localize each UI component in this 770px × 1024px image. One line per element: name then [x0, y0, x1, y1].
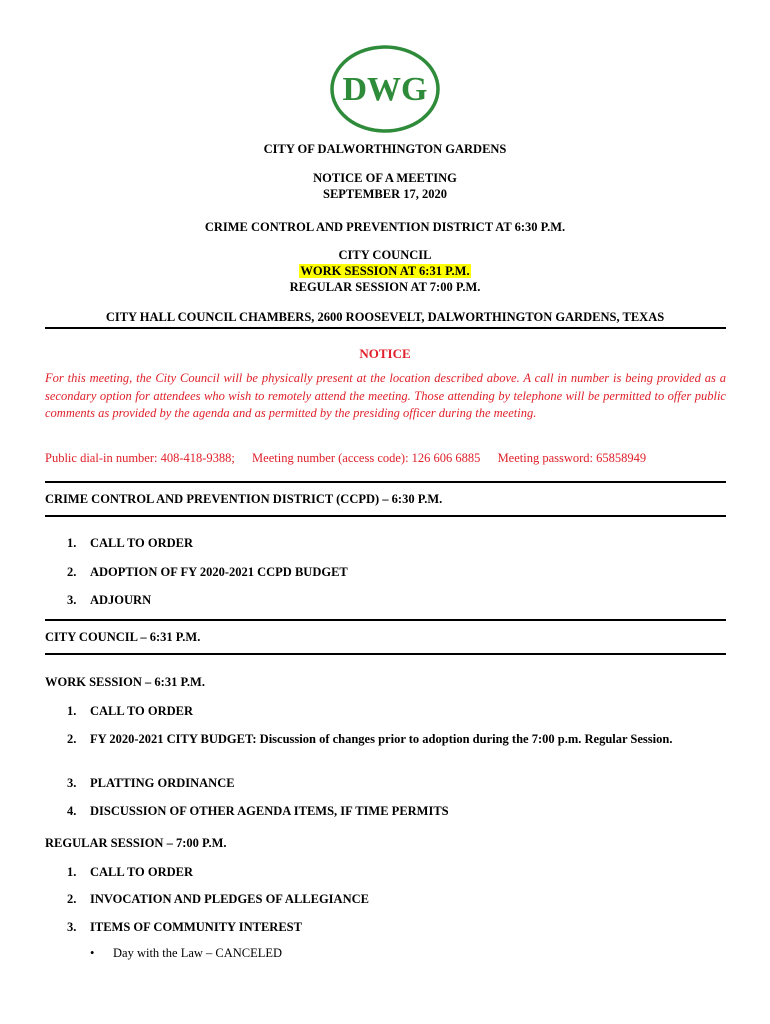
work-session-line [0, 264, 770, 279]
item-text: CALL TO ORDER [90, 536, 194, 550]
item-text: ADOPTION OF FY 2020-2021 CCPD BUDGET [90, 565, 348, 579]
item-number: 2. [67, 732, 77, 746]
item-text: DISCUSSION OF OTHER AGENDA ITEMS, IF TIME PERMITS [90, 804, 449, 818]
council-line: CITY COUNCIL [338, 248, 432, 262]
list-item [67, 891, 726, 908]
meeting-password: Meeting password: 65858949 [497, 451, 647, 465]
meeting-date: SEPTEMBER 17, 2020 [323, 187, 447, 201]
council-heading: CITY COUNCIL – 6:31 P.M. [45, 630, 201, 644]
item-number: 1. [67, 536, 77, 550]
bullet-item [90, 946, 282, 961]
item-number: 3. [67, 593, 77, 607]
list-item [67, 592, 726, 609]
item-number: 1. [67, 865, 77, 879]
item-text: INVOCATION AND PLEDGES OF ALLEGIANCE [90, 892, 369, 906]
list-item [67, 731, 726, 748]
list-item [67, 564, 726, 581]
item-text: ADJOURN [90, 593, 152, 607]
city-logo [328, 43, 442, 135]
regular-session-heading: REGULAR SESSION – 7:00 P.M. [45, 836, 227, 850]
regular-session-line: REGULAR SESSION AT 7:00 P.M. [289, 280, 481, 294]
divider [45, 653, 726, 655]
dial-in-number: Public dial-in number: 408-418-9388; [45, 451, 235, 465]
meeting-number: Meeting number (access code): 126 606 6885 [252, 451, 481, 465]
bullet-text: Day with the Law – CANCELED [113, 946, 283, 960]
notice-body: For this meeting, the City Council will be physically present at the location described above. A call in number is being provided as a secondary option for attendees who wish to remotely attend the meeting. Those attending by telephone will be permitted to offer public comments as provided by the agenda and as permitted by the presiding officer during the meeting. [45, 371, 726, 420]
city-name: CITY OF DALWORTHINGTON GARDENS [263, 142, 507, 156]
item-text: CALL TO ORDER [90, 704, 194, 718]
dial-in-info [45, 451, 735, 466]
divider [45, 515, 726, 517]
notice-title: NOTICE [359, 346, 411, 361]
work-session-heading: WORK SESSION – 6:31 P.M. [45, 675, 205, 689]
item-number: 2. [67, 565, 77, 579]
divider [45, 327, 726, 329]
ccpd-time-line: CRIME CONTROL AND PREVENTION DISTRICT AT 6:30 P.M. [204, 220, 566, 234]
bullet-icon: • [90, 946, 95, 960]
item-number: 3. [67, 920, 77, 934]
logo-text: DWG [342, 71, 428, 108]
work-session-highlight: WORK SESSION AT 6:31 P.M. [300, 264, 470, 278]
item-text: FY 2020-2021 CITY BUDGET: Discussion of changes prior to adoption during the 7:00 p.m. Regular Session. [90, 732, 673, 746]
list-item [67, 919, 726, 936]
ccpd-heading: CRIME CONTROL AND PREVENTION DISTRICT (CCPD) – 6:30 P.M. [45, 492, 443, 506]
list-item [67, 864, 726, 881]
item-number: 1. [67, 704, 77, 718]
item-number: 2. [67, 892, 77, 906]
item-text: ITEMS OF COMMUNITY INTEREST [90, 920, 302, 934]
item-text: CALL TO ORDER [90, 865, 194, 879]
list-item [67, 535, 726, 552]
list-item [67, 775, 726, 792]
list-item [67, 703, 726, 720]
location-line: CITY HALL COUNCIL CHAMBERS, 2600 ROOSEVELT, DALWORTHINGTON GARDENS, TEXAS [105, 310, 665, 324]
divider [45, 619, 726, 621]
divider [45, 481, 726, 483]
notice-of-meeting: NOTICE OF A MEETING [313, 171, 457, 185]
item-number: 4. [67, 804, 77, 818]
item-number: 3. [67, 776, 77, 790]
item-text: PLATTING ORDINANCE [90, 776, 235, 790]
list-item [67, 803, 726, 820]
